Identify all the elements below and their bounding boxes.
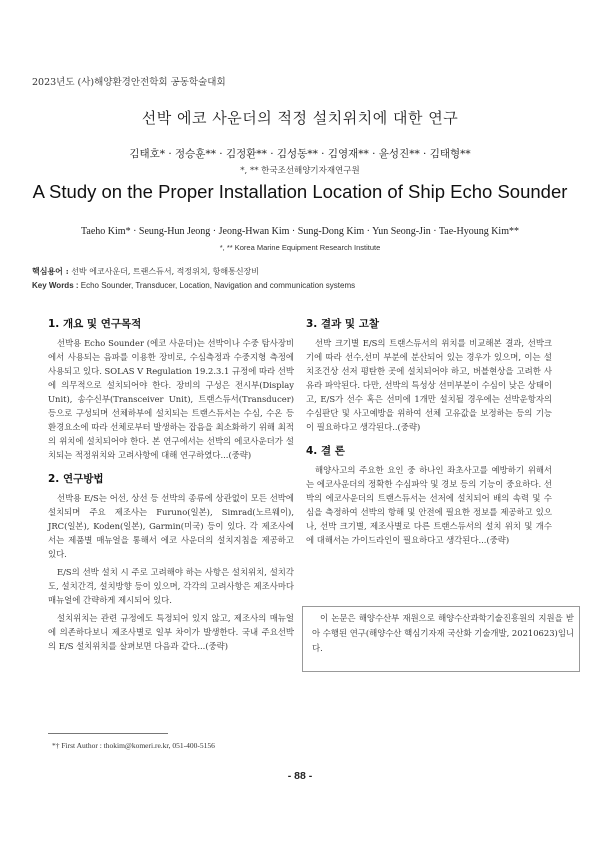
section-4-heading: 4. 결 론 (306, 445, 345, 457)
korean-title: 선박 에코 사운더의 적정 설치위치에 대한 연구 (141, 109, 459, 127)
english-title: A Study on the Proper Installation Location of Ship Echo Sounder (32, 181, 568, 202)
section-2-paragraph: 선박용 E/S는 어선, 상선 등 선박의 종류에 상관없이 모든 선박에 설치되며 주요 제조사는 Furuno(일본), Simrad(노르웨이), JRC(일본), Koden(일본), Garmin(미국) 등이 있다. 각 제조사에서는 제품별 매뉴얼을 통해서 에코 사운더의 설치지침을 제공하고 있다. (48, 493, 294, 559)
section-1-paragraph: 선박용 Echo Sounder (에코 사운더)는 선박이나 수중 탐사장비에서 사용되는 음파를 이용한 장비로, 수심측정과 수중지형 측정에 사용되고 있다. SOLAS V Regulation 19.2.3.1 규정에 따라 선박에 의무적으로 설치되어야 한다. 장비의 구성은 전시부(Display Unit), 송수신부(Transceiver Unit), 트랜스듀서(Transducer) 등으로 구성되며 선체하부에 설치되는 트랜스듀서는 수심, 수온 등 환경요소에 따라 선체로부터 발생하는 잡음을 최소화하기 위해 최적의 위치에 설치되어야 한다. 본 연구에서는 선박의 에코사운더가 설치되는 적정위치와 고려사항에 대해 연구하였다...(중략) (48, 338, 294, 460)
right-column (306, 317, 552, 551)
conference-header: 2023년도 (사)해양환경안전학회 공동학술대회 (32, 77, 226, 88)
english-keywords (32, 281, 355, 290)
korean-keywords-label: 핵심용어 : (32, 266, 69, 276)
korean-affiliation: *, ** 한국조선해양기자재연구원 (240, 166, 360, 176)
english-authors: Taeho Kim* · Seung-Hun Jeong · Jeong-Hwan Kim · Sung-Dong Kim · Yun Seong-Jin · Tae-Hyoung Kim** (81, 226, 519, 237)
english-keywords-text: Echo Sounder, Transducer, Location, Navigation and communication systems (80, 281, 356, 290)
page-number: - 88 - (287, 770, 313, 782)
author-footnote: *† First Author : thokim@komeri.re.kr, 051-400-5156 (52, 741, 215, 750)
section-2-paragraph: 설치위치는 관련 규정에도 특정되어 있지 않고, 제조사의 매뉴얼에 의존하다보니 제조사별로 일부 차이가 발생한다. 국내 주요선박의 E/S 설치위치를 살펴보면 다음과 같다...(중략) (48, 613, 294, 651)
funding-note: 이 논문은 해양수산부 재원으로 해양수산과학기술진흥원의 지원을 받아 수행된 연구(해양수산 핵심기자재 국산화 기술개발, 20210623)임니다. (312, 613, 574, 653)
section-3-heading: 3. 결과 및 고찰 (306, 318, 379, 330)
section-2-heading: 2. 연구방법 (48, 473, 104, 485)
left-column (48, 317, 294, 657)
korean-keywords-text: 선박 에코사운더, 트랜스듀서, 적정위치, 항해통신장비 (71, 267, 260, 276)
english-affiliation: *, ** Korea Marine Equipment Research Institute (219, 243, 381, 252)
english-keywords-label: Key Words : (32, 281, 79, 290)
section-3-paragraph: 선박 크기별 E/S의 트랜스듀서의 위치를 비교해본 결과, 선박크기에 따라 선수,선미 부분에 분산되어 있는 경우가 있으며, 이는 설치조건상 선저 평탄한 곳에 설치되어야 하고, 버블현상을 고려한 사유라 파악된다. 다만, 선박의 특성상 선미부분이 수심이 낮은 상태이고, E/S가 선수 혹은 선미에 1개만 설치될 경우에는 선박운항자의 수심판단 및 사고예방을 위하여 선체 고유값을 보정하는 등의 기능이 필요하다고 생각된다..(중략) (306, 338, 552, 432)
korean-authors: 김태호* · 정승훈** · 김정환** · 김성동** · 김영재** · 윤성진** · 김태형** (129, 148, 471, 160)
korean-keywords (32, 266, 259, 277)
section-4-paragraph: 해양사고의 주요한 요인 중 하나인 좌초사고를 예방하기 위해서는 에코사운더의 정확한 수심파악 및 경보 등의 기능이 중요하다. 선박의 에코사운더의 트랜스듀서는 선저에 설치되어 배의 속력 및 수심을 측정하여 선박의 항해 및 안전에 필요한 정보를 제공하고 있으나, 선박 크기별, 제조사별로 다른 트랜스듀서의 설치 위치 및 개수에 대해서는 가이드라인이 필요하다고 생각된다...(중략) (306, 465, 552, 545)
section-1-heading: 1. 개요 및 연구목적 (48, 318, 142, 330)
footnote-divider (48, 733, 168, 734)
section-2-paragraph: E/S의 선박 설치 시 주로 고려해야 하는 사항은 설치위치, 설치각도, 설치간격, 설치방향 등이 있으며, 각각의 고려사항은 제조사마다 매뉴얼에 간략하게 제시되어 있다. (48, 567, 294, 605)
